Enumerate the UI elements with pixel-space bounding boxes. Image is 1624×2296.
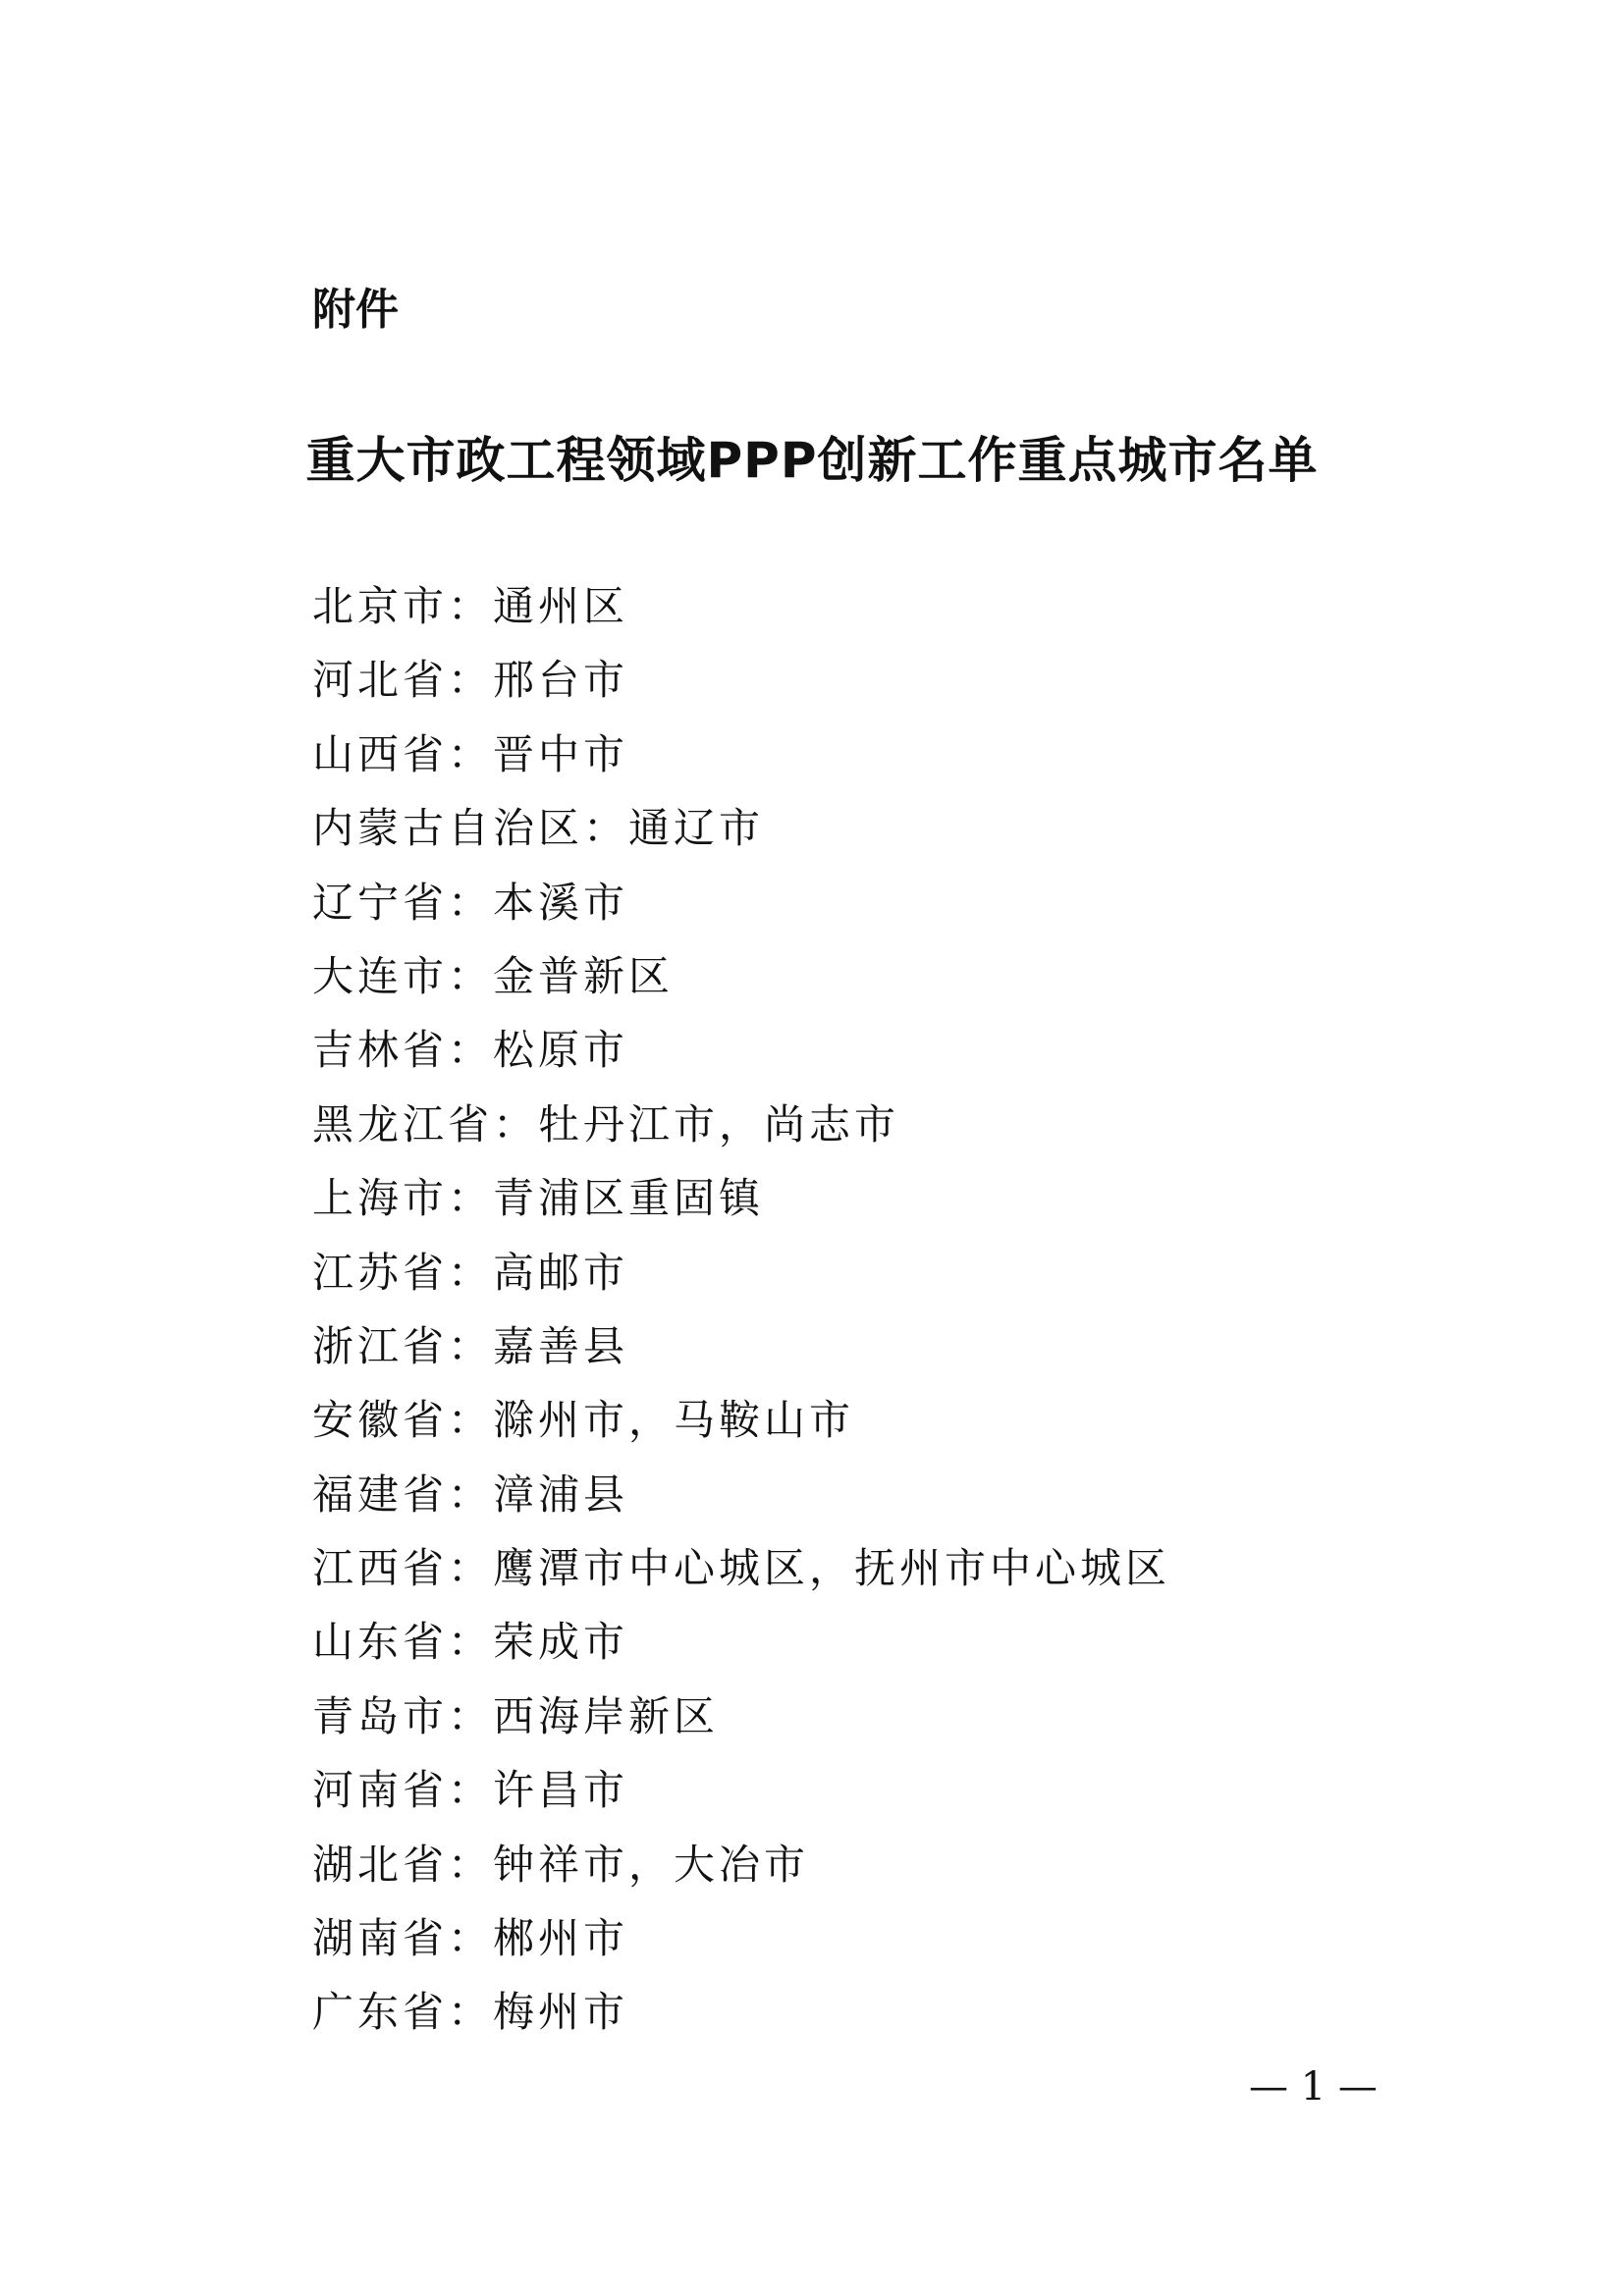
list-item: 河北省：邢台市 (312, 656, 629, 705)
document-title: 重大市政工程领域PPP创新工作重点城市名单 (305, 432, 1319, 489)
list-item: 安徽省：滁州市，马鞍山市 (312, 1396, 855, 1445)
list-item: 湖北省：钟祥市，大冶市 (312, 1840, 810, 1889)
list-item: 山西省：晋中市 (312, 729, 629, 778)
list-item: 吉林省：松原市 (312, 1026, 629, 1075)
list-item: 北京市：通州区 (312, 582, 629, 630)
list-item: 河南省：许昌市 (312, 1766, 629, 1815)
list-item: 大连市：金普新区 (312, 951, 675, 1000)
list-item: 山东省：荣成市 (312, 1618, 629, 1667)
list-item: 福建省：漳浦县 (312, 1469, 629, 1519)
list-item: 湖南省：郴州市 (312, 1914, 629, 1963)
list-item: 黑龙江省：牡丹江市，尚志市 (312, 1099, 900, 1148)
list-item: 广东省：梅州市 (312, 1988, 629, 2037)
attachment-label: 附件 (312, 285, 399, 335)
page-number: — 1 — (1249, 2064, 1378, 2109)
list-item: 青岛市：西海岸新区 (312, 1691, 720, 1740)
list-item: 内蒙古自治区：通辽市 (312, 804, 765, 853)
list-item: 辽宁省：本溪市 (312, 878, 629, 927)
list-item: 上海市：青浦区重固镇 (312, 1174, 765, 1223)
list-item: 江西省：鹰潭市中心城区，抚州市中心城区 (312, 1544, 1171, 1593)
list-item: 浙江省：嘉善县 (312, 1321, 629, 1370)
list-item: 江苏省：高邮市 (312, 1248, 629, 1297)
city-list (312, 569, 1170, 2050)
